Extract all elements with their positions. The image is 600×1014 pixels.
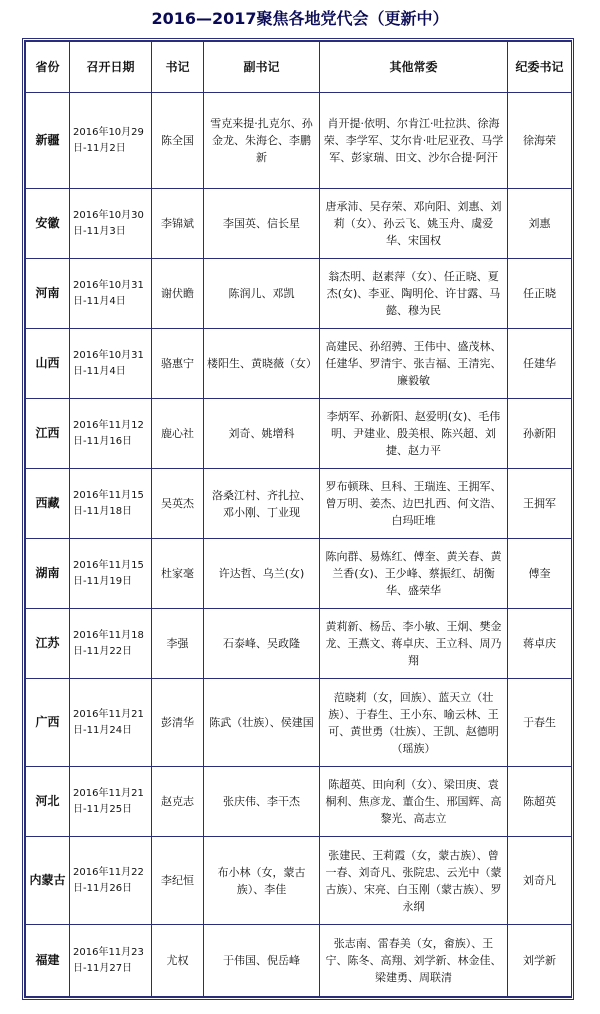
header-others: 其他常委 [320,42,508,93]
secretary-cell: 陈全国 [152,93,204,189]
table-row [26,93,572,189]
secretary-cell: 鹿心社 [152,399,204,469]
table-row [26,539,572,609]
discipline-cell: 傅奎 [508,539,572,609]
header-row [26,42,572,93]
secretary-cell: 骆惠宁 [152,329,204,399]
table-row [26,679,572,767]
table-row [26,399,572,469]
date-cell: 2016年11月15日-11月19日 [70,539,152,609]
secretary-cell: 赵克志 [152,767,204,837]
date-cell: 2016年11月21日-11月25日 [70,767,152,837]
secretary-cell: 杜家毫 [152,539,204,609]
deputy-cell: 许达哲、乌兰(女) [204,539,320,609]
secretary-cell: 李强 [152,609,204,679]
others-cell: 黄莉新、杨岳、李小敏、王炯、樊金龙、王燕文、蒋卓庆、王立科、周乃翔 [320,609,508,679]
page-title: 2016—2017聚焦各地党代会（更新中） [151,9,449,28]
others-cell: 张志南、雷春美（女，畲族）、王宁、陈冬、高翔、刘学新、林金佳、梁建勇、周联清 [320,925,508,997]
deputy-cell: 于伟国、倪岳峰 [204,925,320,997]
deputy-cell: 石泰峰、吴政隆 [204,609,320,679]
province-cell: 江苏 [26,609,70,679]
deputy-cell: 楼阳生、黄晓薇（女） [204,329,320,399]
others-cell: 陈超英、田向利（女）、梁田庚、袁桐利、焦彦龙、董仚生、邢国辉、高黎光、高志立 [320,767,508,837]
province-cell: 内蒙古 [26,837,70,925]
table-row [26,259,572,329]
date-cell: 2016年10月29日-11月2日 [70,93,152,189]
date-cell: 2016年11月23日-11月27日 [70,925,152,997]
deputy-cell: 洛桑江村、齐扎拉、邓小刚、丁业现 [204,469,320,539]
date-cell: 2016年11月22日-11月26日 [70,837,152,925]
date-cell: 2016年10月31日-11月4日 [70,329,152,399]
deputy-cell: 布小林（女，蒙古族）、李佳 [204,837,320,925]
table-row [26,329,572,399]
date-cell: 2016年10月31日-11月4日 [70,259,152,329]
header-deputy: 副书记 [204,42,320,93]
secretary-cell: 李纪恒 [152,837,204,925]
others-cell: 张建民、王莉霞（女，蒙古族）、曾一春、刘奇凡、张院忠、云光中（蒙古族）、宋亮、白玉刚（蒙古族）、罗永纲 [320,837,508,925]
date-cell: 2016年11月18日-11月22日 [70,609,152,679]
others-cell: 高建民、孙绍骋、王伟中、盛茂林、任建华、罗清宇、张吉福、王清宪、廉毅敏 [320,329,508,399]
province-cell: 新疆 [26,93,70,189]
province-cell: 安徽 [26,189,70,259]
secretary-cell: 彭清华 [152,679,204,767]
secretary-cell: 尤权 [152,925,204,997]
header-date: 召开日期 [70,42,152,93]
province-cell: 江西 [26,399,70,469]
table-row [26,189,572,259]
table-row [26,469,572,539]
table-row [26,767,572,837]
discipline-cell: 任建华 [508,329,572,399]
discipline-cell: 徐海荣 [508,93,572,189]
discipline-cell: 王拥军 [508,469,572,539]
deputy-cell: 雪克来提·扎克尔、孙金龙、朱海仑、李鹏新 [204,93,320,189]
deputy-cell: 刘奇、姚增科 [204,399,320,469]
party-congress-table [25,41,572,997]
discipline-cell: 陈超英 [508,767,572,837]
deputy-cell: 陈武（壮族）、侯建国 [204,679,320,767]
table-row [26,609,572,679]
secretary-cell: 吴英杰 [152,469,204,539]
discipline-cell: 刘奇凡 [508,837,572,925]
discipline-cell: 蒋卓庆 [508,609,572,679]
table-row [26,925,572,997]
province-cell: 西藏 [26,469,70,539]
discipline-cell: 于春生 [508,679,572,767]
province-cell: 山西 [26,329,70,399]
header-discipline: 纪委书记 [508,42,572,93]
date-cell: 2016年10月30日-11月3日 [70,189,152,259]
deputy-cell: 李国英、信长星 [204,189,320,259]
date-cell: 2016年11月12日-11月16日 [70,399,152,469]
deputy-cell: 张庆伟、李干杰 [204,767,320,837]
discipline-cell: 刘惠 [508,189,572,259]
date-cell: 2016年11月21日-11月24日 [70,679,152,767]
secretary-cell: 李锦斌 [152,189,204,259]
secretary-cell: 谢伏瞻 [152,259,204,329]
discipline-cell: 刘学新 [508,925,572,997]
province-cell: 湖南 [26,539,70,609]
table-row [26,837,572,925]
deputy-cell: 陈润儿、邓凯 [204,259,320,329]
province-cell: 福建 [26,925,70,997]
date-cell: 2016年11月15日-11月18日 [70,469,152,539]
others-cell: 翁杰明、赵素萍（女）、任正晓、夏杰(女)、李亚、陶明伦、许甘露、马懿、穆为民 [320,259,508,329]
province-cell: 河北 [26,767,70,837]
others-cell: 李炳军、孙新阳、赵爱明(女)、毛伟明、尹建业、殷美根、陈兴超、刘捷、赵力平 [320,399,508,469]
others-cell: 肖开提·依明、尔肯江·吐拉洪、徐海荣、李学军、艾尔肯·吐尼亚孜、马学军、彭家瑞、田文、沙尔合提·阿汗 [320,93,508,189]
province-cell: 广西 [26,679,70,767]
table-body [26,93,572,997]
province-cell: 河南 [26,259,70,329]
header-province: 省份 [26,42,70,93]
others-cell: 罗布顿珠、旦科、王瑞连、王拥军、曾万明、姜杰、边巴扎西、何文浩、白玛旺堆 [320,469,508,539]
discipline-cell: 任正晓 [508,259,572,329]
others-cell: 范晓莉（女，回族）、蓝天立（壮族）、于春生、王小东、喻云林、王可、黄世勇（壮族）、王凯、赵德明（瑶族） [320,679,508,767]
others-cell: 陈向群、易炼红、傅奎、黄关春、黄兰香(女)、王少峰、蔡振红、胡衡华、盛荣华 [320,539,508,609]
others-cell: 唐承沛、吴存荣、邓向阳、刘惠、刘莉（女）、孙云飞、姚玉舟、虞爱华、宋国权 [320,189,508,259]
header-secretary: 书记 [152,42,204,93]
party-congress-table-frame [22,38,574,1000]
discipline-cell: 孙新阳 [508,399,572,469]
